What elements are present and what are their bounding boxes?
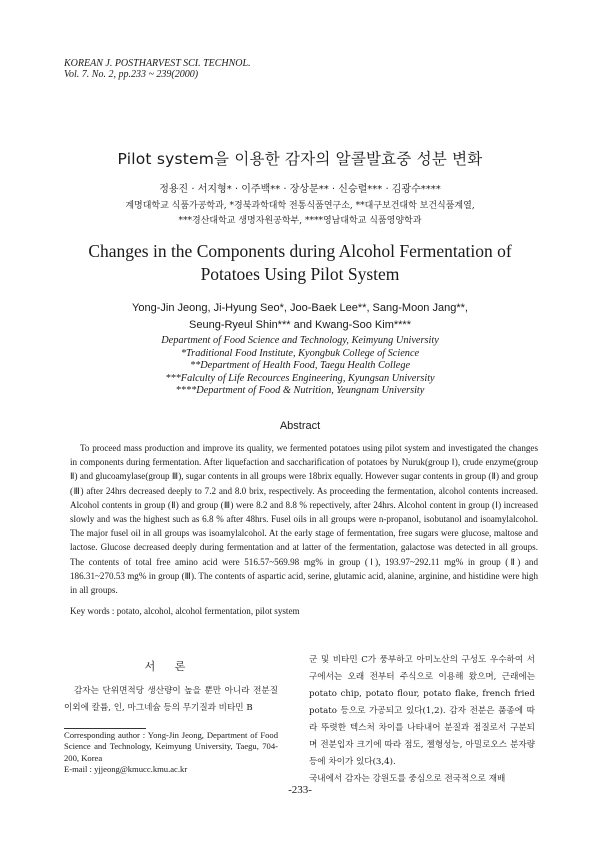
english-affiliations — [0, 335, 600, 398]
english-affiliation-line: **Department of Health Food, Taegu Health College — [189, 360, 411, 372]
korean-title: Pilot system을 이용한 감자의 알콜발효중 성분 변화 — [117, 150, 483, 168]
right-column-body — [309, 652, 535, 788]
footnote-divider — [64, 728, 146, 729]
english-authors — [0, 300, 600, 334]
journal-name: KOREAN J. POSTHARVEST SCI. TECHNOL. — [64, 58, 251, 69]
korean-affiliation-line: ***경산대학교 생명자원공학부, ****영남대학교 식품영양학과 — [178, 216, 422, 226]
keywords: Key words : potato, alcohol, alcohol fermentation, pilot system — [70, 606, 300, 616]
english-authors-line: Seung-Ryeul Shin*** and Kwang-Soo Kim**** — [189, 319, 411, 331]
correspondence-author: Corresponding author : Yong-Jin Jeong, Department of Food Science and Technology, Keimyung University, Taegu, 704-200, Korea — [64, 730, 278, 763]
english-title-line: Potatoes Using Pilot System — [200, 264, 400, 284]
journal-volume: Vol. 7. No. 2, pp.233 ~ 239(2000) — [64, 69, 199, 80]
right-paragraph: 국내에서 감자는 강원도를 중심으로 전국적으로 재배 — [309, 774, 506, 784]
page-number: -233- — [288, 784, 312, 796]
left-column-body: 감자는 단위면적당 생산량이 높을 뿐만 아니라 전분질 이외에 칼륨, 인, 마그네슘 등의 무기질과 비타민 B — [64, 686, 278, 713]
abstract-heading: Abstract — [279, 420, 321, 432]
correspondence-email: E-mail : yjjeong@kmucc.kmu.ac.kr — [64, 764, 188, 775]
english-title — [0, 240, 600, 286]
correspondence-footnote — [64, 730, 278, 776]
english-affiliation-line: *Traditional Food Institute, Kyongbuk College of Science — [180, 347, 420, 359]
english-affiliation-line: Department of Food Science and Technology, Keimyung University — [161, 335, 439, 346]
english-affiliation-line: ****Department of Food & Nutrition, Yeungnam University — [175, 385, 425, 397]
english-authors-line: Yong-Jin Jeong, Ji-Hyung Seo*, Joo-Baek Lee**, Sang-Moon Jang**, — [132, 302, 468, 314]
korean-affiliation-line: 계명대학교 식품가공학과, *경북과학대학 전통식품연구소, **대구보건대학 보건식품계열, — [125, 201, 475, 211]
korean-affiliations — [0, 199, 600, 229]
section-heading-introduction: 서 론 — [144, 660, 194, 673]
english-title-line: Changes in the Components during Alcohol Fermentation of — [88, 241, 512, 261]
korean-authors: 정용진 · 서지형* · 이주백** · 장상문** · 신승렬*** · 김광수**** — [159, 184, 441, 195]
right-paragraph: 군 및 비타민 C가 풍부하고 아미노산의 구성도 우수하여 서구에서는 오래 전부터 주식으로 이용해 왔으며, 근래에는 potato chip, potato flour, potato flake, french fried potato 등으로 가공되고 있다(1,2). 감자 전분은 품종에 따라 뚜렷한 텍스처 차이를 나타내어 분질과 점질로서 구분되며 전분입자 크기에 따라 점도, 젤형성능, 아밀로오스 분자량 등에 차이가 있다(3,4). — [309, 655, 535, 767]
english-affiliation-line: ***Falculty of Life Recources Engineering, Kyungsan University — [165, 372, 435, 384]
journal-header — [64, 58, 251, 80]
abstract-text: To proceed mass production and improve its quality, we fermented potatoes using pilot system and investigated the changes in components during fermentation. After liquefaction and saccharification of potatoes by Nuruk(group Ⅰ), crude enzyme(group Ⅱ) and glucoamylase(group Ⅲ), sugar contents in all groups were 18brix equally. However sugar contents in group (Ⅱ) and group (Ⅲ) after 24hrs decreased deeply to 7.2 and 8.0 brix, respectively. As proceeding the fermentation, alcohol contents increased. Alcohol contents in group (Ⅱ) and group (Ⅲ) were 8.2 and 8.8 % repectively, after 24hrs. Alcohol content in group (Ⅰ) increased slowly and was the highest such as 6.8 % after 48hrs. Fusel oils in all groups were n-propanol, isobutanol and isoamylalcohol. The major fusel oil in all groups was isoamylalcohol. At the early stage of fermentation, free sugars were glucose, maltose and lactose. Glucose decreased deeply during fermentation and at latter of the fermentation, galactose was detected in all groups. The contents of total free amino acid were 516.57~569.98 mg% in group (Ⅰ), 193.97~292.11 mg% in group (Ⅱ) and 186.31~270.53 mg% in group (Ⅲ). The contents of aspartic acid, serine, glutamic acid, alanine, arginine, and histidine were high in all groups. — [70, 443, 538, 596]
